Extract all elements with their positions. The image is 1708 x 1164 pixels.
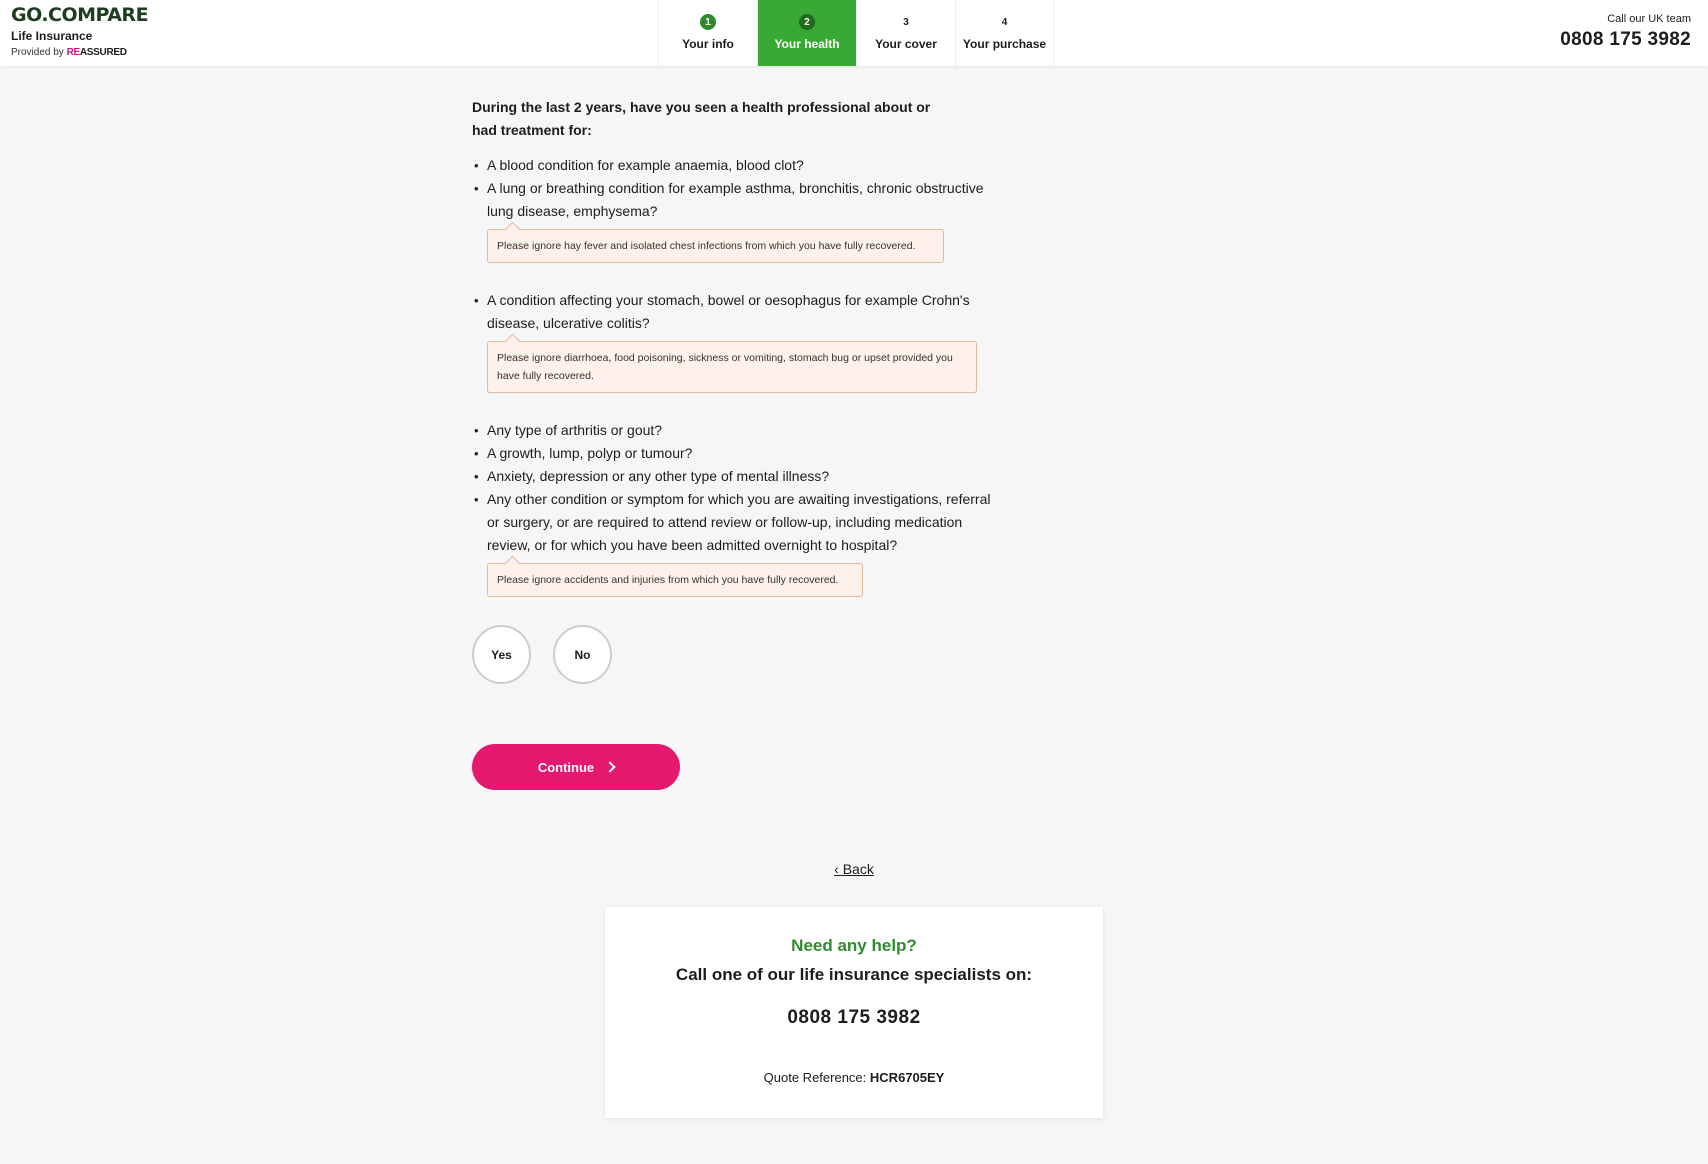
step-label: Your cover	[875, 37, 937, 51]
progress-steps	[658, 0, 1054, 66]
header-callout	[1560, 13, 1691, 51]
hint-box: Please ignore diarrhoea, food poisoning, sickness or vomiting, stomach bug or upset provided you have fully recovered.	[487, 341, 977, 393]
list-item: • Any type of arthritis or gout?	[472, 419, 992, 442]
step-number: 3	[903, 16, 909, 28]
step-number: 4	[1001, 16, 1008, 28]
site-header	[0, 0, 1708, 66]
question-title: During the last 2 years, have you seen a health professional about or had treatment for:	[472, 99, 931, 138]
quote-reference-value: HCR6705EY	[869, 1070, 945, 1085]
list-item: • A condition affecting your stomach, bowel or oesophagus for example Crohn's disease, ulcerative colitis?	[472, 289, 992, 335]
list-item: • A growth, lump, polyp or tumour?	[472, 442, 992, 465]
reassured-logo: REASSURED	[66, 47, 127, 58]
continue-button[interactable]	[472, 744, 680, 790]
brand[interactable]	[11, 5, 148, 58]
step-your-info[interactable]	[658, 0, 757, 66]
back-row	[0, 861, 1708, 877]
step-number: 2	[799, 14, 815, 30]
answer-options	[472, 625, 992, 684]
quote-reference	[605, 1070, 1103, 1085]
product-name: Life Insurance	[11, 29, 93, 43]
list-item: • A lung or breathing condition for example asthma, bronchitis, chronic obstructive lung disease, emphysema?	[472, 177, 992, 223]
chevron-right-icon	[604, 761, 615, 772]
help-phone-link[interactable]: 0808 175 3982	[787, 1007, 921, 1028]
yes-button[interactable]: Yes	[472, 625, 531, 684]
no-button[interactable]: No	[553, 625, 612, 684]
call-label: Call our UK team	[1607, 13, 1691, 25]
step-number: 1	[700, 14, 716, 30]
condition-list	[472, 419, 992, 557]
continue-label: Continue	[537, 759, 595, 775]
list-item: • Any other condition or symptom for which you are awaiting investigations, referral or surgery, or are required to attend review or follow-up, including medication review, or for which you have been admitted overnight to hospital?	[472, 488, 992, 557]
list-item: • Anxiety, depression or any other type of mental illness?	[472, 465, 992, 488]
header-phone-link[interactable]: 0808 175 3982	[1560, 29, 1691, 50]
provider-line	[11, 47, 148, 58]
help-card	[605, 907, 1103, 1118]
step-your-health[interactable]	[757, 0, 856, 66]
gocompare-logo: GO.COMPARE	[11, 4, 149, 26]
hint-box: Please ignore accidents and injuries from which you have fully recovered.	[487, 563, 863, 597]
back-link[interactable]: ‹ Back	[834, 861, 874, 877]
step-label: Your info	[682, 37, 734, 51]
hint-box: Please ignore hay fever and isolated chest infections from which you have fully recovered.	[487, 229, 944, 263]
quote-reference-label: Quote Reference:	[763, 1070, 867, 1085]
question-section	[472, 96, 992, 790]
condition-list	[472, 154, 992, 223]
step-label: Your health	[774, 37, 840, 51]
step-label: Your purchase	[962, 37, 1047, 51]
condition-list	[472, 289, 992, 335]
list-item: • A blood condition for example anaemia, blood clot?	[472, 154, 992, 177]
provided-by-label: Provided by	[11, 47, 64, 58]
step-your-purchase[interactable]	[955, 0, 1054, 66]
help-subtitle: Call one of our life insurance specialists on:	[675, 965, 1033, 984]
help-title: Need any help?	[791, 936, 917, 955]
step-your-cover[interactable]	[856, 0, 955, 66]
